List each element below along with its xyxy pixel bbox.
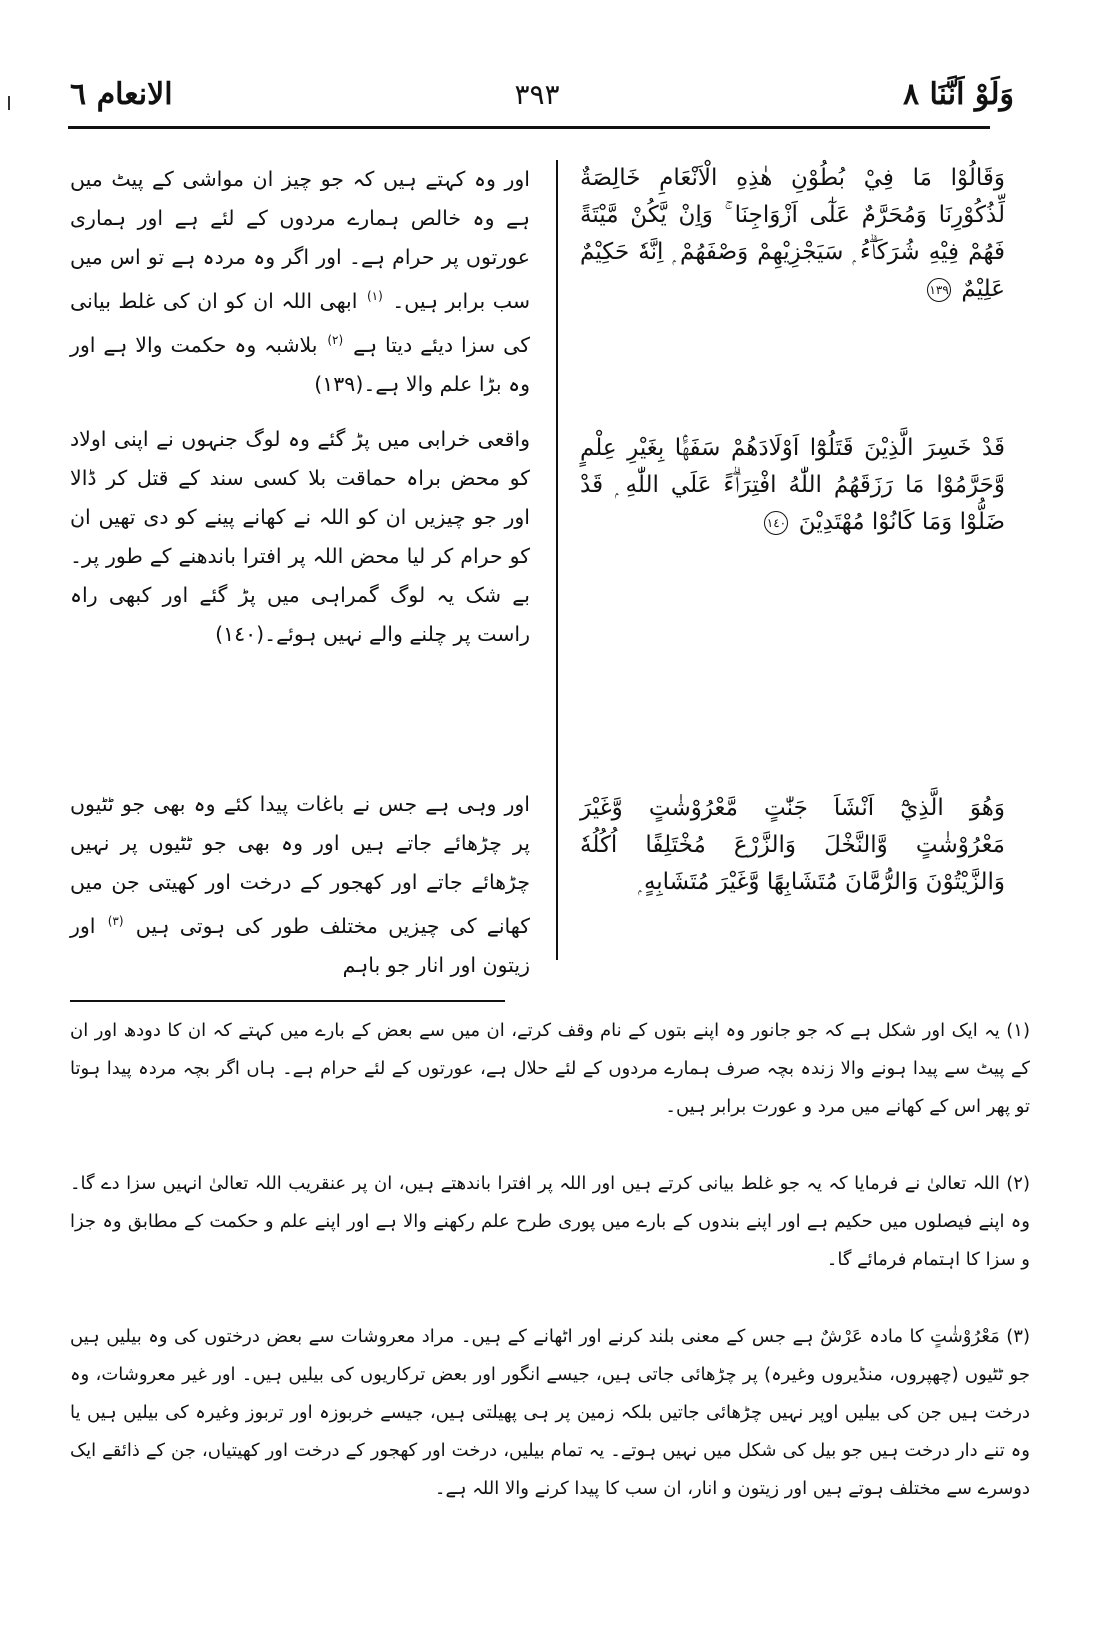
translation-text: بلاشبہ وہ حکمت والا ہے اور وہ بڑا علم والا ہے۔(١٣٩)	[70, 332, 530, 396]
verse-140-text: قَدْ خَسِرَ الَّذِيْنَ قَتَلُوْٓا اَوْلَادَهُمْ سَفَهًۢا بِغَيْرِ عِلْمٍ وَّحَرَّمُوْا مَا رَزَقَهُمُ اللّٰهُ افْتِرَاۗءً عَلَي اللّٰهِ ۭ قَدْ ضَلُّوْا وَمَا كَانُوْا مُهْتَدِيْنَ	[580, 435, 1005, 535]
header-rule	[68, 126, 990, 129]
margin-mark	[8, 96, 10, 110]
translation-text: واقعی خرابی میں پڑ گئے وہ لوگ جنہوں نے اپنی اولاد کو محض براہ حماقت بلا کسی سند کے قتل کر ڈالا اور جو چیزیں ان کو اللہ نے کھانے پینے کو دی تھیں ان کو حرام کر لیا محض اللہ پر افترا باندھنے کے طور پر۔ بے شک یہ لوگ گمراہی میں پڑ گئے اور کبھی راہ راست پر چلنے والے نہیں ہوئے۔(١٤٠)	[70, 427, 530, 646]
translation-text: ابھی اللہ ان کو ان کی غلط بیانی کی سزا دیئے دیتا ہے	[70, 288, 530, 357]
footnote-3: (٣) مَعْرُوْشٰتٍ کا مادہ عَرْشٌ ہے جس کے معنی بلند کرنے اور اٹھانے کے ہیں۔ مراد معروشات سے بعض درختوں کی وہ بیلیں ہیں جو ٹٹیوں (چھپروں، منڈیروں وغیرہ) پر چڑھائی جاتی ہیں، جیسے انگور اور بعض ترکاریوں کی بیلیں ہیں۔ اور غیر معروشات، وہ درخت ہیں جن کی بیلیں اوپر نہیں چڑھائی جاتیں بلکہ زمین پر ہی پھیلتی ہیں، جیسے خربوزہ اور تربوز وغیرہ کی بیلیں ہیں یا وہ تنے دار درخت ہیں جو بیل کی شکل میں نہیں ہوتے۔ یہ تمام بیلیں، درخت اور کھجور کے درخت اور کھیتیاں، جن کے ذائقے ایک دوسرے سے مختلف ہوتے ہیں اور زیتون و انار، ان سب کا پیدا کرنے والا اللہ ہے۔	[70, 1326, 1030, 1499]
juz-title: وَلَوْ اَنَّنَا ٨	[902, 77, 1014, 112]
footnote-rule	[70, 1000, 505, 1002]
footnote-1: (١) یہ ایک اور شکل ہے کہ جو جانور وہ اپنے بتوں کے نام وقف کرتے، ان میں سے بعض کے بارے میں کہتے کہ ان کا دودھ اور ان کے پیٹ سے پیدا ہونے والا زندہ بچہ صرف ہمارے مردوں کے لئے حلال ہے، عورتوں کے لئے حرام ہے۔ ہاں اگر بچہ مردہ پیدا ہوتا تو پھر اس کے کھانے میں مرد و عورت برابر ہیں۔	[70, 1020, 1030, 1117]
translation-text: اور وہ کہتے ہیں کہ جو چیز ان مواشی کے پیٹ میں ہے وہ خالص ہمارے مردوں کے لئے ہے اور ہماری عورتوں پر حرام ہے۔ اور اگر وہ مردہ ہے تو اس میں سب برابر ہیں۔	[70, 167, 530, 313]
translation-141	[70, 785, 530, 985]
translation-text: اور زیتون اور انار جو باہم	[70, 913, 530, 977]
ayah-number-marker: ١٤٠	[764, 511, 788, 535]
verse-141	[580, 790, 1005, 901]
translation-text: اور وہی ہے جس نے باغات پیدا کئے وہ بھی جو ٹٹیوں پر چڑھائے جاتے ہیں اور وہ بھی جو ٹٹیوں پر نہیں چڑھائے جاتے اور کھجور کے درخت اور کھیتی جن میں کھانے کی چیزیں مختلف طور کی ہوتی ہیں	[70, 792, 530, 938]
footnote-ref-3: (٣)	[107, 914, 124, 928]
translation-139	[70, 160, 530, 404]
ayah-number-marker: ١٣٩	[927, 278, 951, 302]
column-divider	[556, 160, 558, 960]
verse-141-text: وَهُوَ الَّذِيْٓ اَنْشَاَ جَنّٰتٍ مَّعْرُوْشٰتٍ وَّغَيْرَ مَعْرُوْشٰتٍ وَّالنَّخْلَ وَالزَّرْعَ مُخْتَلِفًا اُكُلُهٗ وَالزَّيْتُوْنَ وَالرُّمَّانَ مُتَشَابِهًا وَّغَيْرَ مُتَشَابِهٍ ۭ	[580, 795, 1005, 895]
surah-title: الانعام ٦	[70, 77, 173, 112]
verse-139-text: وَقَالُوْا مَا فِيْ بُطُوْنِ هٰذِهِ الْاَنْعَامِ خَالِصَةٌ لِّذُكُوْرِنَا وَمُحَرَّمٌ عَلٰٓى اَزْوَاجِنَا ۚ وَاِنْ يَّكُنْ مَّيْتَةً فَهُمْ فِيْهِ شُرَكَاۗءُ ۭ سَيَجْزِيْهِمْ وَصْفَهُمْ ۭ اِنَّهٗ حَكِيْمٌ عَلِيْمٌ	[580, 165, 1005, 302]
verse-140	[580, 430, 1005, 541]
footnote-ref-2: (٢)	[327, 332, 344, 347]
translation-140	[70, 420, 530, 654]
footnote-2: (٢) اللہ تعالیٰ نے فرمایا کہ یہ جو غلط بیانی کرتے ہیں اور اللہ پر افترا باندھتے ہیں، ان پر عنقریب اللہ تعالیٰ انہیں سزا دے گا۔ وہ اپنے فیصلوں میں حکیم ہے اور اپنے بندوں کے بارے میں پوری طرح علم رکھنے والا ہے اور اپنے علم و حکمت کے مطابق وہ جزا و سزا کا اہتمام فرمائے گا۔	[70, 1173, 1030, 1270]
page-number: ٣٩٣	[514, 78, 560, 111]
verse-139	[580, 160, 1005, 308]
footnote-ref-1: (١)	[366, 289, 383, 303]
